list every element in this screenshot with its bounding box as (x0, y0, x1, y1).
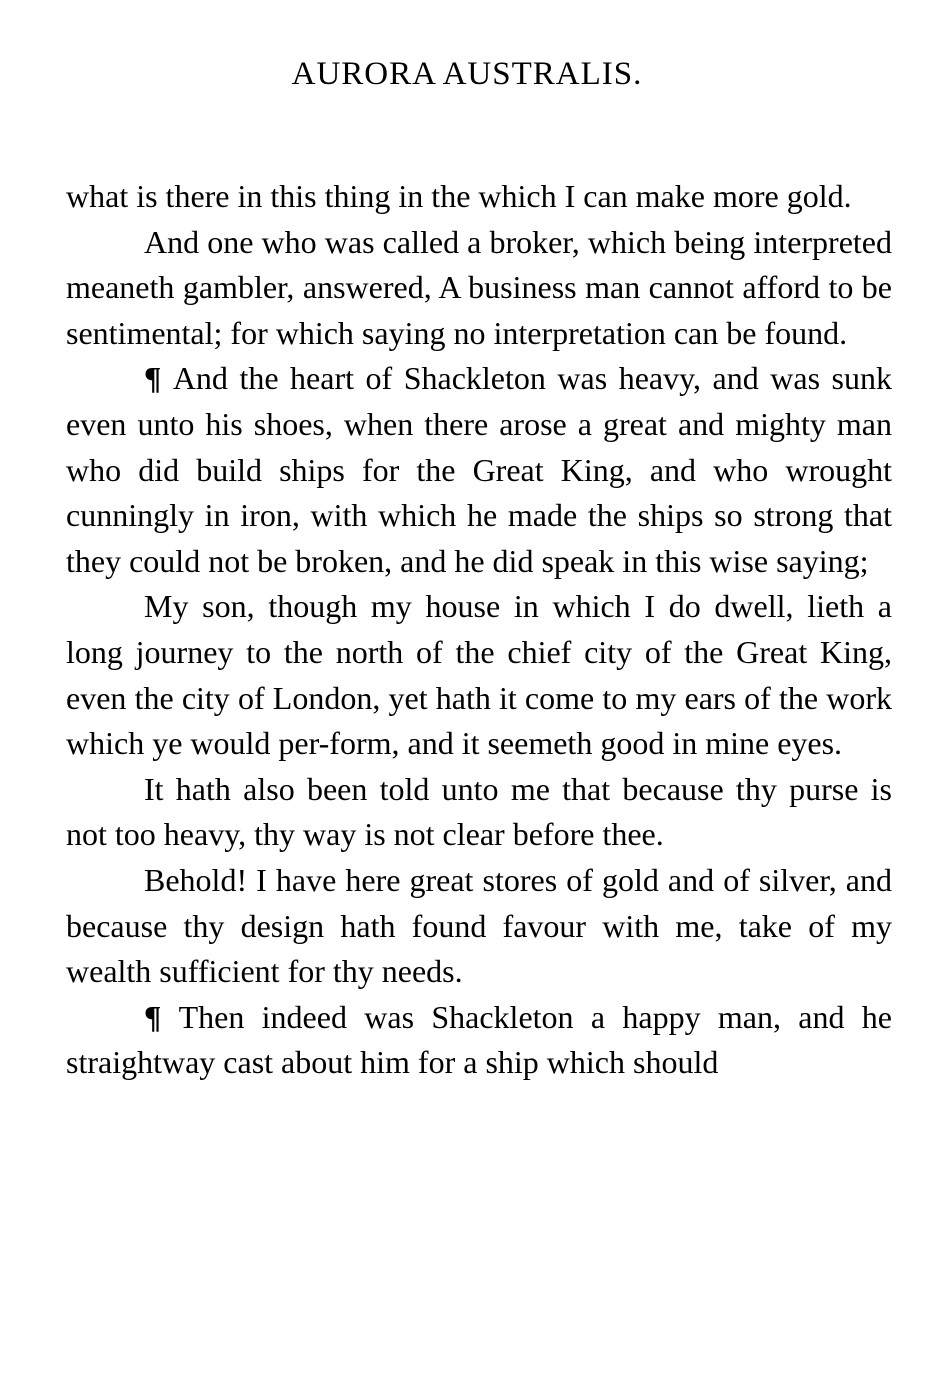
paragraph-text: Behold! I have here great stores of gold and of silver, and because thy design hath found favour with me, take of my wealth sufficient for thy needs. (66, 861, 892, 990)
paragraph-4 (66, 584, 892, 766)
running-head: AURORA AUSTRALIS. (291, 56, 643, 92)
paragraph-text: My son, though my house in which I do dwell, lieth a long journey to the north of the chief city of the Great King, even the city of London, yet hath it come to my ears of the work which ye would per-form, and it seemeth good in mine eyes. (66, 588, 892, 762)
paragraph-1 (66, 174, 892, 220)
paragraph-5 (66, 767, 892, 858)
pilcrow-mark: ¶ (144, 998, 179, 1035)
paragraph-7 (66, 995, 892, 1086)
paragraph-text: And one who was called a broker, which being interpreted meaneth gambler, answered, A business man cannot afford to be sentimental; for which saying no interpretation can be found. (66, 223, 892, 351)
paragraph-3 (66, 356, 892, 584)
paragraph-text: And the heart of Shackleton was heavy, and was sunk even unto his shoes, when there arose a great and mighty man who did build ships for the Great King, and who wrought cunningly in iron, with which he made the ships so strong that they could not be broken, and he did speak in this wise saying; (66, 360, 893, 579)
body-text (66, 174, 892, 1086)
paragraph-text: It hath also been told unto me that because thy purse is not too heavy, thy way is not clear before thee. (66, 770, 892, 853)
paragraph-text: what is there in this thing in the which I can make more gold. (66, 178, 852, 214)
paragraph-2 (66, 220, 892, 357)
paragraph-text: Then indeed was Shackleton a happy man, and he straightway cast about him for a ship which should (66, 998, 892, 1081)
paragraph-6 (66, 858, 892, 995)
pilcrow-mark: ¶ (144, 360, 173, 397)
